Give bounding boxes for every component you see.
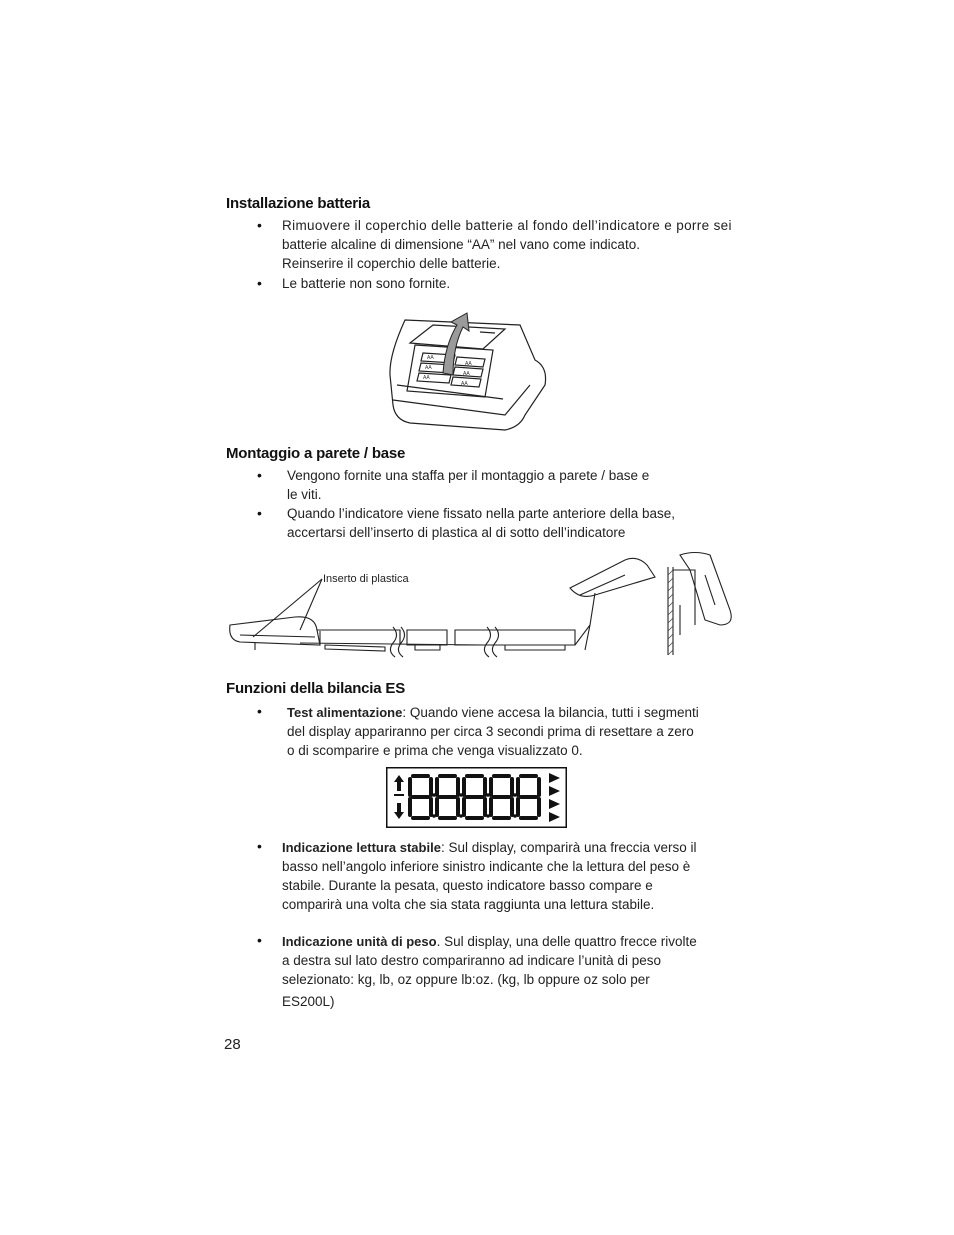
- bullet-power-test: [287, 703, 732, 760]
- text-line: Le batterie non sono fornite.: [282, 276, 451, 291]
- lcd-display-illustration: [386, 767, 567, 828]
- battery-label: AA: [463, 371, 470, 377]
- bullet-symbol: •: [257, 703, 262, 719]
- battery-label: AA: [423, 375, 430, 381]
- text-line: . Sul display, una delle quattro frecce rivolte: [436, 934, 697, 949]
- battery-label: AA: [461, 381, 468, 387]
- bullet-battery-not-supplied: [282, 274, 450, 293]
- bullet-symbol: •: [257, 505, 262, 521]
- bullet-symbol: •: [257, 838, 262, 854]
- text-line: batterie alcaline di dimensione “AA” nel vano come indicato.: [282, 237, 640, 252]
- bullet-weight-unit: [282, 932, 727, 1011]
- bullet-battery-install: [282, 216, 732, 273]
- bullet-symbol: •: [257, 217, 262, 233]
- term-weight-unit: Indicazione unità di peso: [282, 934, 437, 949]
- battery-label: AA: [425, 365, 432, 371]
- text-line: del display appariranno per circa 3 secondi prima di resettare a zero: [287, 724, 694, 739]
- text-line: Quando l’indicatore viene fissato nella parte anteriore della base,: [287, 506, 675, 521]
- text-line: selezionato: kg, lb, oz oppure lb:oz. (kg, lb oppure oz solo per: [282, 972, 650, 987]
- text-line: le viti.: [287, 487, 322, 502]
- text-line: Rimuovere il coperchio delle batterie al fondo dell’indicatore e porre sei: [282, 218, 732, 233]
- text-line: ES200L): [282, 994, 335, 1009]
- bullet-symbol: •: [257, 932, 262, 948]
- battery-compartment-illustration: [385, 305, 550, 435]
- text-line: a destra sul lato destro compariranno ad indicare l’unità di peso: [282, 953, 661, 968]
- text-line: : Sul display, comparirà una freccia verso il: [440, 840, 697, 855]
- battery-label: AA: [427, 355, 434, 361]
- term-power-test: Test alimentazione: [287, 705, 403, 720]
- text-line: Reinserire il coperchio delle batterie.: [282, 256, 501, 271]
- term-stable-reading: Indicazione lettura stabile: [282, 840, 441, 855]
- bullet-symbol: •: [257, 467, 262, 483]
- section-heading-functions: Funzioni della bilancia ES: [226, 680, 405, 697]
- page-number: 28: [224, 1036, 241, 1053]
- text-line: : Quando viene accesa la bilancia, tutti i segmenti: [402, 705, 699, 720]
- section-heading-battery: Installazione batteria: [226, 195, 370, 212]
- plastic-insert-callout: Inserto di plastica: [323, 573, 409, 585]
- text-line: basso nell’angolo inferiore sinistro indicante che la lettura del peso è: [282, 859, 691, 874]
- text-line: o di scomparire e prima che venga visualizzato 0.: [287, 743, 583, 758]
- mounting-illustration: [225, 545, 745, 660]
- section-heading-mounting: Montaggio a parete / base: [226, 445, 406, 462]
- bullet-symbol: •: [257, 275, 262, 291]
- bullet-mounting-bracket: [287, 466, 649, 504]
- text-line: Vengono fornite una staffa per il montaggio a parete / base e: [287, 468, 650, 483]
- bullet-plastic-insert: [287, 504, 675, 542]
- text-line: accertarsi dell’inserto di plastica al di sotto dell’indicatore: [287, 525, 626, 540]
- battery-label: AA: [465, 361, 472, 367]
- text-line: stabile. Durante la pesata, questo indicatore basso compare e: [282, 878, 653, 893]
- text-line: comparirà una volta che sia stata raggiunta una lettura stabile.: [282, 897, 655, 912]
- bullet-stable-reading: [282, 838, 727, 914]
